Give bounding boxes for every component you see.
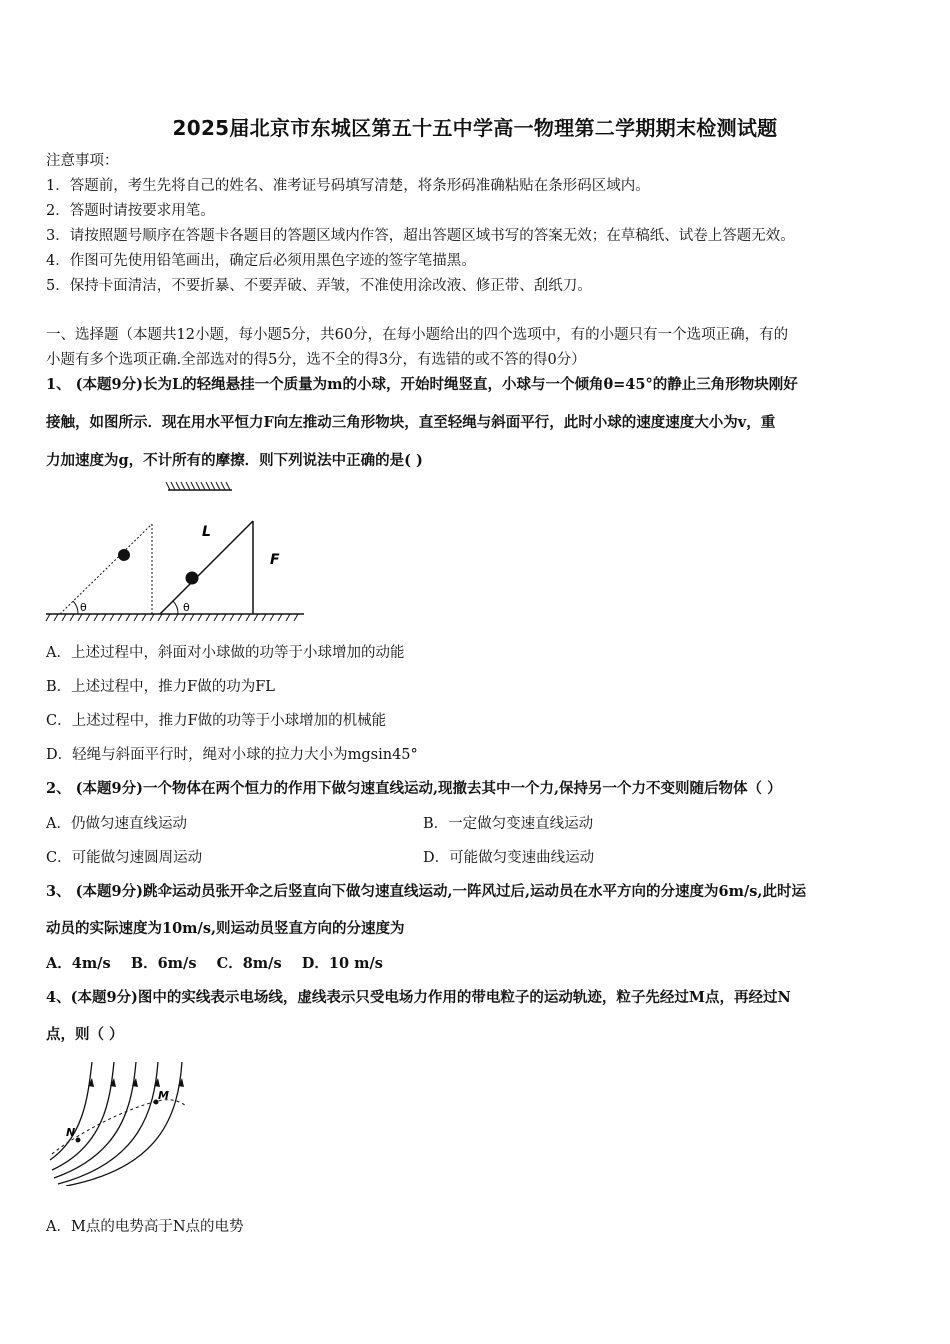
theta-label-1: θ bbox=[80, 601, 87, 614]
q2-option-d: D．可能做匀变速曲线运动 bbox=[423, 850, 595, 866]
label-L: L bbox=[202, 524, 211, 540]
q1-stem-line1: 1、 (本题9分)长为L的轻绳悬挂一个质量为m的小球，开始时绳竖直，小球与一个倾角θ=45°的静止三角形物块刚好 bbox=[46, 376, 798, 393]
initial-incline bbox=[60, 524, 152, 614]
field-arrows bbox=[88, 1078, 184, 1087]
q3-stem-line1: 3、 (本题9分)跳伞运动员张开伞之后竖直向下做匀速直线运动,一阵风过后,运动员在水平方向的分速度为6m/s,此时运 bbox=[46, 883, 806, 900]
q3-stem-line2: 动员的实际速度为10m/s,则运动员竖直方向的分速度为 bbox=[46, 920, 405, 937]
ground-hatch bbox=[46, 614, 298, 621]
notice-item: 4．作图可先使用铅笔画出，确定后必须用黑色字迹的签字笔描黑。 bbox=[46, 253, 476, 269]
field-line bbox=[58, 1062, 158, 1184]
q4-option-a: A．M点的电势高于N点的电势 bbox=[46, 1219, 244, 1235]
q1-stem-line2: 接触，如图所示．现在用水平恒力F向左推动三角形物块，直至轻绳与斜面平行，此时小球的速度速度大小为v，重 bbox=[46, 414, 776, 431]
label-N: N bbox=[66, 1126, 76, 1139]
q2-options-row1 bbox=[46, 814, 916, 834]
field-line bbox=[54, 1062, 136, 1178]
angle-arc-1 bbox=[73, 601, 78, 614]
q2-option-a: A．仍做匀速直线运动 bbox=[46, 816, 187, 832]
q2-stem: 2、 (本题9分)一个物体在两个恒力的作用下做匀速直线运动,现撤去其中一个力,保持另一个力不变则随后物体（ ） bbox=[46, 780, 782, 797]
notice-item: 5．保持卡面清洁，不要折暴、不要弄破、弄皱，不准使用涂改液、修正带、刮纸刀。 bbox=[46, 278, 592, 294]
label-F: F bbox=[270, 552, 280, 568]
q2-option-b: B．一定做匀变速直线运动 bbox=[423, 816, 594, 832]
notice-item: 2．答题时请按要求用笔。 bbox=[46, 203, 215, 219]
q1-stem-line3: 力加速度为g，不计所有的摩擦．则下列说法中正确的是( ) bbox=[46, 452, 423, 469]
section-heading-line1: 一、选择题（本题共12小题，每小题5分，共60分，在每小题给出的四个选项中，有的小题只有一个选项正确，有的 bbox=[46, 327, 789, 343]
notice-item: 3．请按照题号顺序在答题卡各题目的答题区域内作答，超出答题区域书写的答案无效；在草稿纸、试卷上答题无效。 bbox=[46, 228, 795, 244]
theta-label-2: θ bbox=[183, 601, 190, 614]
ceiling-hatch bbox=[166, 482, 230, 490]
q4-figure bbox=[44, 1056, 204, 1186]
notice-heading: 注意事项： bbox=[46, 153, 119, 169]
q1-option-d: D．轻绳与斜面平行时，绳对小球的拉力大小为mgsin45° bbox=[46, 747, 418, 763]
q2-options-row2 bbox=[46, 848, 916, 868]
notice-item: 1．答题前，考生先将自己的姓名、准考证号码填写清楚，将条形码准确粘贴在条形码区域内。 bbox=[46, 178, 650, 194]
q1-option-b: B．上述过程中，推力F做的功为FL bbox=[46, 679, 275, 695]
q4-stem-line1: 4、(本题9分)图中的实线表示电场线，虚线表示只受电场力作用的带电粒子的运动轨迹，粒子先经过M点，再经过N bbox=[46, 989, 791, 1006]
q2-option-c: C．可能做匀速圆周运动 bbox=[46, 850, 203, 866]
ball-initial bbox=[118, 549, 130, 561]
field-line bbox=[52, 1062, 114, 1170]
field-line bbox=[66, 1062, 182, 1186]
q1-option-c: C．上述过程中，推力F做的功等于小球增加的机械能 bbox=[46, 713, 387, 729]
angle-arc-2 bbox=[173, 601, 178, 614]
point-N bbox=[76, 1138, 81, 1143]
page-title: 2025届北京市东城区第五十五中学高一物理第二学期期末检测试题 bbox=[172, 116, 778, 140]
q1-figure bbox=[40, 478, 320, 628]
q3-options: A．4m/s B．6m/s C．8m/s D．10 m/s bbox=[46, 955, 383, 972]
q4-stem-line2: 点，则（ ） bbox=[46, 1026, 124, 1043]
field-lines bbox=[50, 1062, 182, 1186]
section-heading-line2: 小题有多个选项正确.全部选对的得5分，选不全的得3分，有选错的或不答的得0分） bbox=[46, 352, 586, 368]
ball-final bbox=[186, 572, 199, 585]
label-M: M bbox=[158, 1089, 169, 1102]
q1-option-a: A．上述过程中，斜面对小球做的功等于小球增加的动能 bbox=[46, 645, 405, 661]
